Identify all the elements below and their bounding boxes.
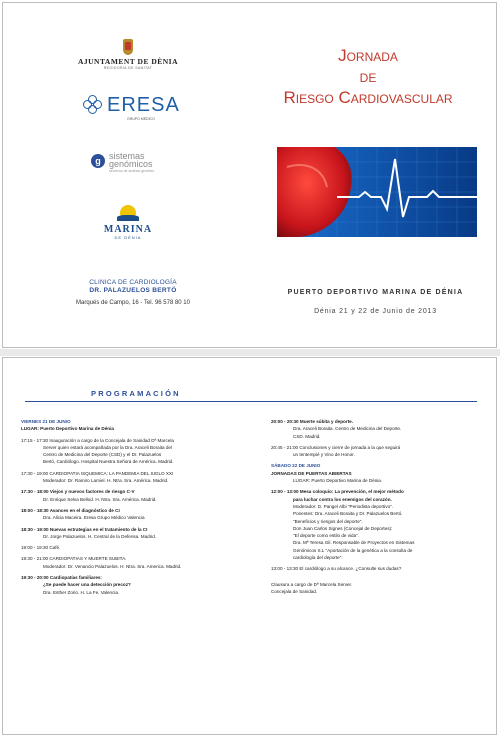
program-line (271, 444, 481, 451)
program-line (21, 507, 251, 514)
eresa-symbol-icon (83, 95, 103, 115)
title-line-1: Jornada (338, 46, 398, 65)
program-time: 17:15 - 17:30 (21, 437, 49, 443)
program-text: Café. (49, 545, 61, 551)
program-text: Nuevas estrategias en el tratamiento de la CI (49, 526, 148, 532)
program-line (271, 433, 481, 440)
event-title (258, 45, 478, 108)
program-text: Dra. Araceli Boraita. Centro de Medicina del Deporte. (293, 426, 402, 432)
program-time: 13:00 - 13:30 (271, 566, 299, 572)
program-line (271, 554, 481, 561)
program-text: un tentempié y Vino de Honor. (293, 452, 355, 458)
eresa-subtitle: GRUPO MÉDICO (127, 117, 155, 121)
sistemas-line3: servicios de análisis genético (109, 169, 155, 173)
program-text: CARDIOPATIAS Y MUERTE SUBITA. (49, 556, 127, 562)
heart-ecg-image (277, 147, 477, 237)
program-text: Genómicos S.L "Aportación de la genética a la consulta de (293, 547, 413, 553)
program-time: 19:30 - 21:00 (21, 556, 49, 562)
program-right-column (271, 418, 481, 595)
program-line (271, 488, 481, 495)
program-line (271, 451, 481, 458)
program-text: Moderador: Dr. Ramiro Lamiel. H. Ntra. Sra. América. Madrid. (43, 478, 169, 484)
dénia-crest-icon (123, 39, 133, 55)
program-text: CSD. Madrid. (293, 433, 321, 439)
program-text: Centro de Medicina del Deporte (CSD) y el Dr. Palazuelos (43, 452, 162, 458)
program-text: Inauguración a cargo de la Concejala de Sanidad Dª Marcela (49, 437, 174, 443)
sistemas-genomicos-g-icon: g (91, 154, 105, 168)
program-line (271, 477, 481, 484)
sistemas-line2: genómicos (109, 159, 153, 169)
program-line (21, 533, 251, 540)
program-time: 20:45 - 21:00 (271, 444, 299, 450)
program-line (21, 544, 251, 551)
program-line (271, 518, 481, 525)
ajuntament-name: AJUNTAMENT DE DÈNIA (77, 57, 179, 66)
header-rule (25, 401, 477, 402)
program-text: Server quien estará acompañada por la Dra. Araceli Boraita del (43, 444, 172, 450)
program-line (21, 444, 251, 451)
program-text: ¿Se puede hacer una detección precoz? (43, 582, 131, 588)
program-line (21, 437, 251, 444)
program-line (21, 514, 251, 521)
program-text: Dra. Esther Zorio. H. La Fe. Valencia. (43, 589, 120, 595)
sistemas-line1: sistemas (109, 151, 145, 161)
program-time: 17:30 - 18:00 (21, 489, 49, 495)
program-line (271, 588, 481, 595)
sistemas-genomicos-logo (91, 152, 191, 173)
program-text: Cardiopatías familiares: (49, 575, 102, 581)
program-line (271, 547, 481, 554)
program-text: Moderador: D. Pangel Albi "Periodista deportivo". (293, 503, 394, 509)
program-line (21, 589, 251, 596)
program-line (21, 488, 251, 495)
program-text: Dra. Mª Teresa Gil. Responsable de Proyectos en Sistemas (293, 540, 415, 546)
program-line (271, 581, 481, 588)
program-line (271, 418, 481, 425)
program-line (271, 565, 481, 572)
program-line (271, 503, 481, 510)
event-venue: PUERTO DEPORTIVO MARINA DE DÉNIA (287, 289, 464, 296)
program-time: 12:00 - 13:00 (271, 489, 299, 495)
program-time: 19:00 - 19:30 (21, 545, 49, 551)
program-text: Dra. Alicia Maceira. Eresa Grupo Médico Valencia (43, 515, 145, 521)
program-line (271, 532, 481, 539)
program-text: Muerte súbita y deporte. (299, 419, 353, 424)
program-line (21, 458, 251, 465)
marina-name: MARINA (103, 224, 153, 235)
eresa-name: ERESA (107, 94, 180, 116)
sun-sail-icon (117, 203, 139, 221)
clinic-name: CLINICA DE CARDIOLOGÍA (89, 279, 177, 286)
program-text: cardiología del deporte". (293, 555, 343, 561)
program-time: 18:30 - 19:00 (21, 526, 49, 532)
marina-denia-logo (93, 203, 163, 240)
ajuntament-logo (73, 39, 183, 70)
program-line (271, 525, 481, 532)
clinic-doctor: DR. PALAZUELOS BERTÓ (89, 287, 177, 294)
clinic-info (43, 279, 223, 306)
program-text: Moderador: Dr. Venancio Palazuelos. H. Ntra. Sra. America. Madrid. (43, 563, 182, 569)
program-line (271, 496, 481, 503)
program-time: 18:00 - 18:30 (21, 507, 49, 513)
program-line (21, 477, 251, 484)
program-text: Mesa coloquio: La prevención, el mejor método (299, 489, 404, 495)
program-text: Bertó, Cardiólogo. Hospital Nuestra Señora de América. Madrid. (43, 459, 174, 465)
program-text: El cardiólogo a su alcance. ¿Consulte sus dudas? (299, 566, 402, 572)
program-line (21, 496, 251, 503)
program-text: Avances en el diagnóstico de CI (49, 507, 120, 513)
eresa-logo (83, 95, 183, 123)
program-header: PROGRAMACIÓN (91, 389, 181, 398)
program-line (271, 425, 481, 432)
program-text: Viejos y nuevos factores de riesgo C-V (49, 489, 135, 495)
program-text: Dr. Jorge Palazuelos. H. Central de la Defensa. Madrid. (43, 533, 157, 539)
program-text: JORNADAS DE PUERTAS ABIERTAS (271, 470, 352, 476)
program-text: Ponentes: Dra. Araceli Boraita y Dr. Palazuelos Bertó. (293, 511, 403, 517)
program-time: 17:30 - 19:00 (21, 470, 49, 476)
program-line (21, 581, 251, 588)
program-time: 20:00 - 20:30 (271, 419, 299, 424)
title-line-3: Riesgo Cardiovascular (283, 88, 453, 107)
program-line (271, 470, 481, 477)
title-line-2: de (359, 67, 377, 86)
program-text: LUGAR: Puerto Deportivo Marina de Dénia (21, 426, 114, 432)
cover-page (2, 2, 497, 348)
program-text: CARDIOPATIA ISQUEMICA: LA PANDEMIA DEL SIGLO XXI (49, 470, 174, 476)
program-line (21, 451, 251, 458)
program-page (2, 357, 497, 735)
program-text: SÁBADO 22 DE JUNIO (271, 463, 321, 469)
clinic-address: Marqués de Campo, 16 - Tel. 96 578 80 10 (76, 300, 190, 306)
program-left-column (21, 418, 251, 596)
program-text: "El deporte como estilo de vida". (293, 533, 360, 539)
program-text: para luchar contra los enemigos del corazón. (293, 496, 392, 502)
program-line (21, 526, 251, 533)
program-line (21, 425, 251, 432)
program-line (21, 470, 251, 477)
event-dates: Dénia 21 y 22 de Junio de 2013 (314, 308, 437, 315)
program-text: Dr. Enrique Selva Bellod. H. Ntra. Sra. América. Madrid. (43, 496, 157, 502)
program-text: LUGAR: Puerto Deportivo Marina de Dénia. (293, 478, 383, 484)
program-line (21, 563, 251, 570)
program-line (21, 574, 251, 581)
program-text: Conclusiones y cierre de jornada a la que seguirá (299, 444, 401, 450)
program-time: 19:30 - 20:00 (21, 575, 49, 581)
program-text: VIERNES 21 DE JUNIO (21, 419, 71, 424)
sheet-separator (0, 349, 500, 356)
program-line (21, 555, 251, 562)
program-line (271, 462, 481, 469)
program-line (21, 418, 251, 425)
program-text: Don Juan Carlos Signes (Concejal de Deportes): (293, 525, 393, 531)
marina-subtitle: DE DÉNIA (114, 235, 142, 240)
program-text: Clausura a cargo de Dª Marcela Server. (271, 581, 353, 587)
ajuntament-subtitle: REGIDORIA DE SANITAT (103, 66, 153, 70)
program-line (271, 510, 481, 517)
program-text: "Beneficios y riesgos del deporte". (293, 518, 363, 524)
program-text: Concejala de Sanidad. (271, 588, 318, 594)
program-line (271, 539, 481, 546)
